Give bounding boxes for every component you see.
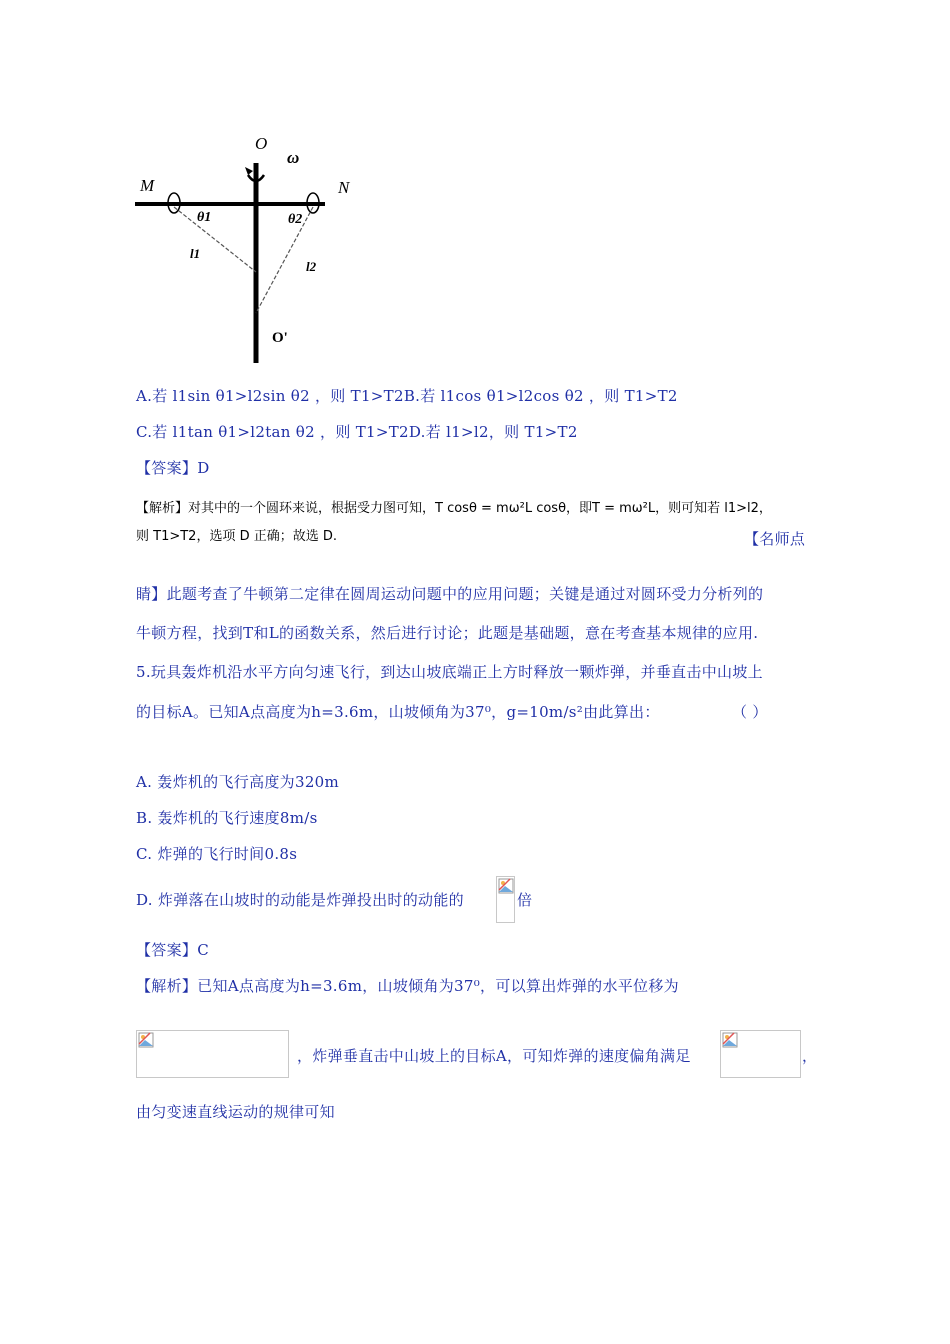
- broken-image-icon: [722, 1032, 738, 1048]
- q5-analysis-comma: ，: [802, 1047, 818, 1065]
- label-l2: l2: [306, 259, 317, 274]
- label-O-prime: O': [272, 330, 288, 346]
- string-l2: [256, 207, 313, 313]
- q5-option-d-suffix: 倍: [517, 891, 533, 909]
- broken-image-icon: [498, 878, 514, 894]
- q5-option-c: C. 炸弹的飞行时间0.8s: [136, 845, 298, 863]
- broken-image-icon: [138, 1032, 154, 1048]
- q5-analysis-line3: 由匀变速直线运动的规律可知: [136, 1103, 335, 1121]
- q4-options-row2: C.若 l1tan θ1>l2tan θ2 ，则 T1>T2D.若 l1>l2，则 T1>T2: [136, 423, 578, 441]
- label-O: O: [255, 134, 268, 153]
- q5-stem-line2: 的目标A。已知A点高度为h=3.6m，山坡倾角为37⁰，g=10m/s²由此算出：: [136, 703, 660, 721]
- q5-option-d-prefix: D. 炸弹落在山坡时的动能是炸弹投出时的动能的: [136, 891, 464, 909]
- formula-image-placeholder: [496, 876, 515, 923]
- q5-stem-line1: 5.玩具轰炸机沿水平方向匀速飞行，到达山坡底端正上方时释放一颗炸弹，并垂直击中山坡上: [136, 663, 763, 681]
- q5-answer-bracket: （ ）: [732, 703, 768, 721]
- q4-analysis-line2: 则 T1>T2，选项 D 正确；故选 D.: [136, 529, 337, 544]
- q4-tip-line1: 睛】此题考查了牛顿第二定律在圆周运动问题中的应用问题；关键是通过对圆环受力分析列的: [136, 585, 764, 603]
- q5-analysis-line1: 【解析】已知A点高度为h=3.6m，山坡倾角为37⁰，可以算出炸弹的水平位移为: [136, 977, 679, 995]
- rotation-diagram: [130, 125, 370, 370]
- q5-option-a: A. 轰炸机的飞行高度为320m: [136, 773, 340, 791]
- formula-image-placeholder: [136, 1030, 289, 1078]
- label-omega: ω: [287, 148, 300, 167]
- q4-tip-line2: 牛顿方程，找到T和L的函数关系，然后进行讨论；此题是基础题，意在考查基本规律的应用.: [136, 624, 759, 642]
- q5-option-b: B. 轰炸机的飞行速度8m/s: [136, 809, 318, 827]
- q4-tip-head: 【名师点: [744, 530, 806, 548]
- q5-answer: 【答案】C: [136, 941, 209, 959]
- formula-image-placeholder: [720, 1030, 801, 1078]
- string-l1: [174, 207, 256, 272]
- q4-options-row1: A.若 l1sin θ1>l2sin θ2 ，则 T1>T2B.若 l1cos θ1>l2cos θ2 ，则 T1>T2: [136, 387, 678, 405]
- label-N: N: [338, 178, 350, 197]
- q4-analysis-line1: 【解析】对其中的一个圆环来说，根据受力图可知，T cosθ = mω²L cosθ，即T = mω²L，则可知若 l1>l2，: [136, 501, 772, 516]
- label-theta1: θ1: [197, 210, 212, 225]
- label-theta2: θ2: [288, 212, 303, 227]
- q5-analysis-mid: ，炸弹垂直击中山坡上的目标A，可知炸弹的速度偏角满足: [297, 1047, 691, 1065]
- q4-answer: 【答案】D: [136, 459, 210, 477]
- label-M: M: [140, 176, 155, 195]
- label-l1: l1: [190, 246, 201, 261]
